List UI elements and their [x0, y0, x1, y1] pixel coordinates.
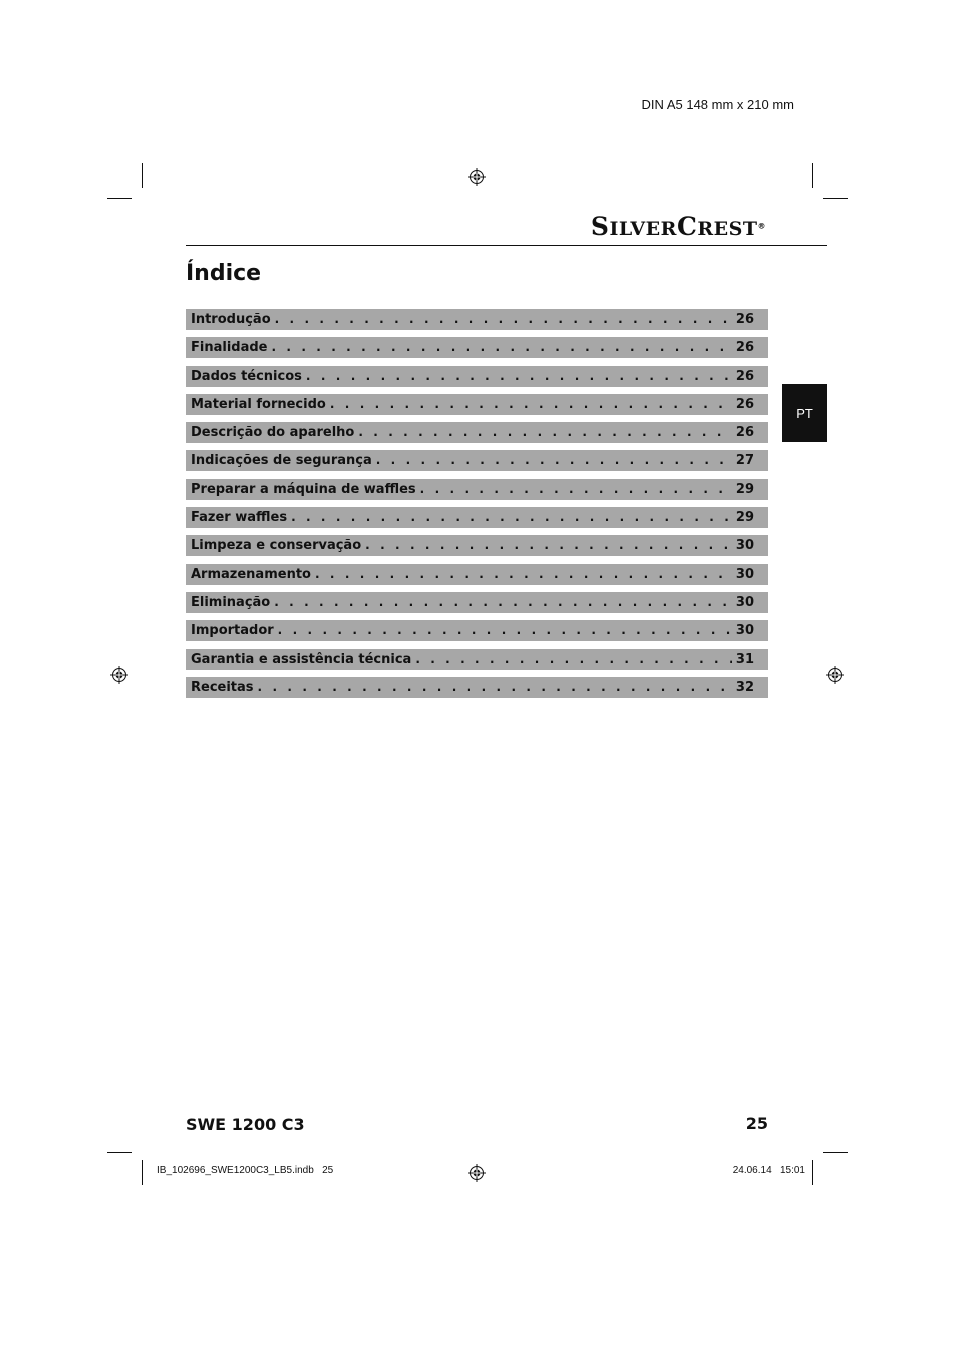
toc-leader-dots — [271, 337, 731, 358]
toc-entry-title: Armazenamento — [191, 566, 311, 582]
toc-entry-title: Indicações de segurança — [191, 453, 372, 469]
toc-entry[interactable] — [186, 535, 768, 556]
logo-text: ILVER — [609, 218, 677, 240]
model-number: SWE 1200 C3 — [186, 1115, 305, 1134]
crop-mark-top-right-h — [823, 198, 848, 199]
toc-entry[interactable] — [186, 507, 768, 528]
logo-text: REST — [697, 218, 758, 240]
toc-entry[interactable] — [186, 649, 768, 670]
registration-mark-icon — [110, 666, 128, 684]
toc-entry-title: Eliminação — [191, 594, 271, 610]
registration-mark-icon — [468, 168, 486, 186]
crop-mark-top-left-v — [142, 163, 143, 188]
toc-entry[interactable] — [186, 564, 768, 585]
toc-entry-page: 30 — [735, 594, 754, 610]
toc-entry[interactable] — [186, 677, 768, 698]
toc-leader-dots — [291, 507, 732, 528]
toc-entry[interactable] — [186, 422, 768, 443]
toc-entry[interactable] — [186, 366, 768, 387]
toc-entry-page: 30 — [735, 538, 754, 554]
crop-mark-bottom-right-h — [823, 1152, 848, 1153]
registered-mark: ® — [757, 221, 766, 231]
toc-leader-dots — [358, 422, 732, 443]
toc-entry-page: 29 — [735, 510, 754, 526]
toc-entry-page: 30 — [735, 623, 754, 639]
table-of-contents — [186, 309, 768, 705]
toc-leader-dots — [258, 677, 732, 698]
toc-entry-page: 26 — [735, 368, 754, 384]
toc-entry[interactable] — [186, 394, 768, 415]
toc-entry[interactable] — [186, 620, 768, 641]
toc-entry-page: 26 — [735, 340, 754, 356]
toc-entry[interactable] — [186, 450, 768, 471]
print-slug-file: IB_102696_SWE1200C3_LB5.indb 25 — [157, 1165, 334, 1176]
toc-entry[interactable] — [186, 479, 768, 500]
toc-entry-title: Limpeza e conservação — [191, 538, 362, 554]
toc-entry-page: 27 — [735, 453, 754, 469]
language-tab: PT — [782, 384, 827, 442]
crop-mark-bottom-left-h — [107, 1152, 132, 1153]
page-title: Índice — [186, 261, 262, 286]
crop-mark-bottom-right-v — [812, 1160, 813, 1185]
toc-leader-dots — [275, 309, 732, 330]
toc-entry-title: Introdução — [191, 312, 271, 327]
toc-leader-dots — [274, 592, 732, 613]
toc-entry-page: 26 — [735, 425, 754, 441]
format-note: DIN A5 148 mm x 210 mm — [641, 97, 794, 112]
toc-leader-dots — [278, 620, 732, 641]
toc-entry-page: 31 — [735, 651, 754, 667]
toc-entry-title: Fazer waffles — [191, 510, 288, 526]
logo-initial: S — [590, 212, 610, 241]
toc-entry-title: Importador — [191, 623, 274, 639]
print-slug-datetime: 24.06.14 15:01 — [732, 1165, 805, 1176]
toc-entry-page: 32 — [735, 679, 754, 695]
toc-entry-page: 29 — [735, 481, 754, 497]
toc-leader-dots — [415, 649, 732, 670]
crop-mark-top-left-h — [107, 198, 132, 199]
toc-entry[interactable] — [186, 337, 768, 358]
crop-mark-bottom-left-v — [142, 1160, 143, 1185]
page-number: 25 — [745, 1114, 768, 1133]
toc-leader-dots — [315, 564, 732, 585]
logo-initial: C — [676, 212, 698, 241]
toc-leader-dots — [306, 366, 732, 387]
toc-entry-title: Finalidade — [191, 340, 268, 356]
toc-leader-dots — [330, 394, 732, 415]
toc-entry-title: Dados técnicos — [191, 368, 302, 384]
header-rule — [186, 245, 827, 246]
toc-leader-dots — [365, 535, 732, 556]
toc-entry-title: Preparar a máquina de waffles — [191, 481, 416, 497]
registration-mark-icon — [826, 666, 844, 684]
crop-mark-top-right-v — [812, 163, 813, 188]
brand-logo — [591, 212, 766, 241]
toc-entry[interactable] — [186, 309, 768, 330]
toc-entry-title: Receitas — [191, 679, 254, 695]
toc-entry-title: Descrição do aparelho — [191, 425, 355, 441]
toc-entry[interactable] — [186, 592, 768, 613]
toc-entry-page: 26 — [735, 312, 754, 327]
toc-entry-title: Garantia e assistência técnica — [191, 651, 412, 667]
toc-leader-dots — [420, 479, 732, 500]
registration-mark-icon — [468, 1164, 486, 1182]
toc-entry-page: 30 — [735, 566, 754, 582]
toc-entry-page: 26 — [735, 396, 754, 412]
toc-entry-title: Material fornecido — [191, 396, 326, 412]
toc-leader-dots — [376, 450, 732, 471]
